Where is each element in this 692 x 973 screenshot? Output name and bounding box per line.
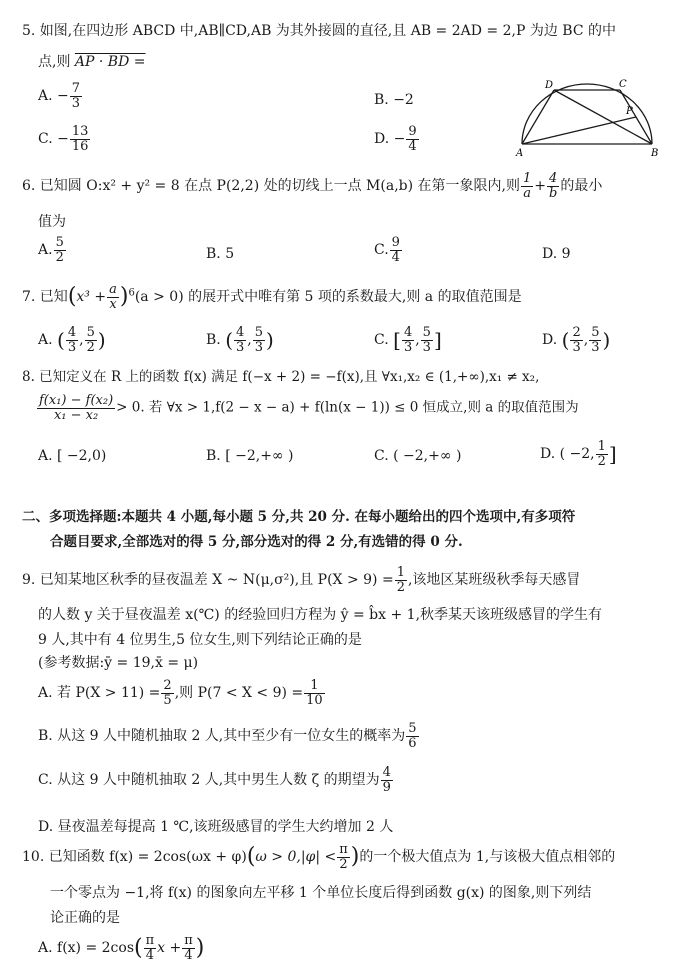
q10-a-frac2 xyxy=(182,934,195,962)
q5-option-a[interactable] xyxy=(38,82,83,110)
q9-c-frac xyxy=(381,766,393,794)
q9-s1-den: 2 xyxy=(396,579,405,595)
q9-reference-data: (参考数据:ȳ = 19,x̄ = μ) xyxy=(38,655,199,671)
q7-stem-prefix: 7. 已知 xyxy=(22,289,68,306)
q5-semicircle-figure xyxy=(512,76,662,158)
q6-stem-text: 6. 已知圆 O:x² + y² = 8 在点 P(2,2) 处的切线上一点 M(a,b) 在第一象限内,则 xyxy=(22,178,520,195)
q5-a-num: 7 xyxy=(71,81,81,96)
q7-d-d2: 3 xyxy=(591,339,600,355)
q9-option-c[interactable] xyxy=(38,766,394,794)
q6-option-c-label: C. xyxy=(374,242,389,259)
q5-stem-line2 xyxy=(38,55,145,69)
q5-option-d-label: D. − xyxy=(374,131,406,148)
q9-option-a-text: A. 若 P(X > 11) = xyxy=(38,685,161,702)
q10-stem-line3: 论正确的是 xyxy=(50,910,120,926)
q5-segment-ap xyxy=(522,117,636,144)
q8-stem-line2 xyxy=(36,394,579,422)
q10-stem-line2: 一个零点为 −1,将 f(x) 的图象向左平移 1 个单位长度后得到函数 g(x) 的图象,则下列结 xyxy=(50,885,592,901)
q10-stem-tail: 的一个极大值点为 1,与该极大值点相邻的 xyxy=(359,849,616,866)
q7-b-frac1 xyxy=(234,326,246,354)
q7-c-frac1 xyxy=(402,326,414,354)
q7-a-d2: 2 xyxy=(86,339,95,355)
q5-option-d[interactable] xyxy=(374,125,420,153)
q7-b-open: ( xyxy=(225,328,234,353)
q5-option-c[interactable] xyxy=(38,125,91,153)
q8-option-b[interactable]: B. [ −2,+∞ ) xyxy=(206,448,294,464)
q7-a-d1: 3 xyxy=(67,339,77,355)
q5-d-den: 4 xyxy=(408,138,417,154)
q7-b-d1: 3 xyxy=(236,339,245,355)
q9-a-n1: 2 xyxy=(163,678,172,693)
q7-expr-fraction xyxy=(107,283,119,311)
q7-c-open: [ xyxy=(393,328,401,353)
q9-c-den: 9 xyxy=(382,779,391,795)
q5-segment-ad xyxy=(522,90,554,144)
q7-option-a-label: A. xyxy=(38,332,53,349)
q8-option-a[interactable]: A. [ −2,0) xyxy=(38,448,107,464)
q5-option-a-fraction xyxy=(70,82,82,110)
q10-a-n2: π xyxy=(184,933,193,948)
q6-plus: + xyxy=(534,178,546,195)
q5-label-a: A xyxy=(516,148,524,158)
q9-s1-num: 1 xyxy=(396,565,405,580)
q7-b-n1: 4 xyxy=(236,325,245,340)
q9-a-n2: 1 xyxy=(304,679,325,694)
q6-stem-line1 xyxy=(22,172,602,200)
q9-option-a-mid: ,则 P(7 < X < 9) = xyxy=(174,685,304,702)
q5-option-a-label: A. − xyxy=(38,88,69,105)
q10-option-a-text: A. f(x) = 2cos xyxy=(38,940,135,957)
q5-label-p: P xyxy=(626,106,633,117)
q10-cond-num: π xyxy=(339,842,348,857)
q7-a-n1: 4 xyxy=(67,325,77,340)
q5-stem-prefix: 点,则 xyxy=(38,54,75,70)
q5-c-num: 13 xyxy=(71,124,89,139)
q10-stem-line1: 10. 已知函数 f(x) = 2cos(ωx + φ)(ω > 0,|φ| < $\frac{\pi}{2}$ )的一个极大值点为 1,与该极大值点相邻的 xyxy=(22,842,616,872)
q6-option-a[interactable] xyxy=(38,236,67,264)
q5-label-d: D xyxy=(545,80,554,91)
q10-condition: ω > 0,|φ| < xyxy=(255,849,337,866)
q6-c-den: 4 xyxy=(391,249,400,265)
q5-option-b[interactable]: B. −2 xyxy=(374,92,414,108)
q7-option-a[interactable]: A. ( $\frac{4}{3}$ , $\frac{5}{2}$ ) xyxy=(38,325,106,355)
q8-d-num: 1 xyxy=(597,439,606,454)
q9-stem-line2: 的人数 y 关于昼夜温差 x(℃) 的经验回归方程为 ŷ = b̂x + 1,秋季某天该班级感冒的学生有 xyxy=(38,607,603,623)
q7-expr-den: x xyxy=(109,296,117,312)
q6-stem-tail: 的最小 xyxy=(560,178,603,195)
q7-c-n2: 5 xyxy=(422,325,431,340)
q7-a-open: ( xyxy=(57,328,65,353)
q5-c-den: 16 xyxy=(71,138,89,154)
q6-f2-den: b xyxy=(549,185,558,201)
q8-d-close: ] xyxy=(608,442,617,467)
section2-heading-line2: 合题目要求,全部选对的得 5 分,部分选对的得 2 分,有选错的得 0 分. xyxy=(50,534,463,550)
q7-d-frac1 xyxy=(570,326,582,354)
q9-option-a[interactable] xyxy=(38,679,326,707)
q6-option-c[interactable] xyxy=(374,236,403,264)
q7-a-close: ) xyxy=(97,328,106,353)
q9-c-num: 4 xyxy=(382,765,391,780)
q6-f1-num: 1 xyxy=(522,171,532,186)
q7-option-c[interactable]: C. [ $\frac{4}{3}$ , $\frac{5}{3}$ ] xyxy=(374,325,442,355)
q5-a-den: 3 xyxy=(71,95,81,111)
q5-option-d-fraction xyxy=(406,125,418,153)
q7-d-n2: 5 xyxy=(591,325,600,340)
q7-d-close: ) xyxy=(602,328,611,353)
q5-label-c: C xyxy=(619,79,627,90)
q8-option-d-label: D. ( −2, xyxy=(540,446,595,463)
q6-f2-num: 4 xyxy=(547,172,559,187)
q9-stem-fraction xyxy=(395,566,407,594)
q10-stem-text: 10. 已知函数 f(x) = 2cos(ωx + φ) xyxy=(22,849,247,866)
q9-option-b-text: B. 从这 9 人中随机抽取 2 人,其中至少有一位女生的概率为 xyxy=(38,728,406,745)
q7-c-close: ] xyxy=(433,328,442,353)
q8-frac-num: f(x₁) − f(x₂) xyxy=(39,393,114,408)
q9-b-frac xyxy=(406,722,418,750)
q6-option-d[interactable]: D. 9 xyxy=(542,246,571,262)
q7-option-d[interactable]: D. ( $\frac{2}{3}$ , $\frac{5}{3}$ ) xyxy=(542,325,611,355)
q9-stem-tail: ,该地区某班级秋季每天感冒 xyxy=(407,572,581,589)
q10-a-mid: x + xyxy=(157,940,182,957)
q6-option-c-fraction xyxy=(390,236,402,264)
q6-option-b[interactable]: B. 5 xyxy=(206,246,235,262)
q9-stem-line3: 9 人,其中有 4 位男生,5 位女生,则下列结论正确的是 xyxy=(38,632,362,648)
q9-stem-line1 xyxy=(22,566,580,594)
q7-expr-cube: x³ + xyxy=(76,289,107,306)
q9-b-num: 5 xyxy=(408,721,417,736)
q9-option-b[interactable] xyxy=(38,722,420,750)
q8-option-d[interactable] xyxy=(540,440,617,468)
q7-option-c-label: C. xyxy=(374,332,389,349)
q7-b-frac2 xyxy=(253,326,265,354)
section2-heading-line1: 二、多项选择题:本题共 4 小题,每小题 5 分,共 20 分. 在每小题给出的四个选项中,有多项符 xyxy=(22,509,576,525)
q7-expr-exponent: 6 xyxy=(128,287,135,299)
q7-d-frac2 xyxy=(589,326,601,354)
q6-option-a-fraction xyxy=(54,236,66,264)
q10-option-a[interactable]: A. f(x) = 2cos( $\frac{\pi}{4}$ x + $\frac{\pi}{4}$ ) xyxy=(38,933,205,963)
q9-option-c-text: C. 从这 9 人中随机抽取 2 人,其中男生人数 ζ 的期望为 xyxy=(38,772,380,789)
q9-option-d[interactable]: D. 昼夜温差每提高 1 ℃,该班级感冒的学生大约增加 2 人 xyxy=(38,819,394,835)
q7-a-frac2 xyxy=(85,326,97,354)
q7-d-n1: 2 xyxy=(572,325,581,340)
q5-stem-line1: 5. 如图,在四边形 ABCD 中,AB∥CD,AB 为其外接圆的直径,且 AB = 2AD = 2,P 为边 BC 的中 xyxy=(22,23,616,39)
q6-a-den: 2 xyxy=(55,249,64,265)
q9-a-d1: 5 xyxy=(163,692,172,708)
q7-option-b[interactable]: B. ( $\frac{4}{3}$ , $\frac{5}{3}$ ) xyxy=(206,325,274,355)
q10-a-d2: 4 xyxy=(184,947,193,963)
q9-a-frac1 xyxy=(161,679,173,707)
q10-cond-den: 2 xyxy=(339,856,348,872)
q8-option-c[interactable]: C. ( −2,+∞ ) xyxy=(374,448,462,464)
q8-stem-line1: 8. 已知定义在 R 上的函数 f(x) 满足 f(−x + 2) = −f(x),且 ∀x₁,x₂ ∈ (1,+∞),x₁ ≠ x₂, xyxy=(22,369,540,385)
q7-stem: 7. 已知(x³ + $\frac{a}{x}$ )$^6$(a > 0) 的展开式中唯有第 5 项的系数最大,则 a 的取值范围是 xyxy=(22,282,522,312)
q7-c-d1: 3 xyxy=(403,339,413,355)
q10-condition-fraction xyxy=(337,843,350,871)
q6-fraction-2 xyxy=(547,172,559,200)
q6-stem-line2: 值为 xyxy=(38,214,66,230)
q5-vector-expression: AP · BD = xyxy=(74,54,146,70)
q7-c-frac2 xyxy=(421,326,433,354)
q7-b-d2: 3 xyxy=(254,339,264,355)
q10-a-frac1 xyxy=(144,934,157,962)
q7-b-n2: 5 xyxy=(254,325,264,340)
q5-label-b: B xyxy=(651,148,659,158)
q7-c-n1: 4 xyxy=(403,325,413,340)
q5-option-c-fraction xyxy=(70,125,91,153)
q6-c-num: 9 xyxy=(391,235,400,250)
q7-d-d1: 3 xyxy=(572,339,581,355)
q7-option-d-label: D. xyxy=(542,332,558,349)
q8-option-d-fraction xyxy=(596,440,608,468)
q9-stem-text: 9. 已知某地区秋季的昼夜温差 X ~ N(μ,σ²),且 P(X > 9) = xyxy=(22,572,394,589)
q7-a-n2: 5 xyxy=(86,325,95,340)
q5-segment-bd xyxy=(554,90,652,144)
q10-a-n1: π xyxy=(145,933,155,948)
q5-d-num: 9 xyxy=(408,124,417,139)
q6-a-num: 5 xyxy=(55,235,64,250)
q7-expr-num: a xyxy=(109,282,117,297)
q7-b-close: ) xyxy=(266,328,274,353)
q7-c-d2: 3 xyxy=(422,339,431,355)
q7-stem-tail: (a > 0) 的展开式中唯有第 5 项的系数最大,则 a 的取值范围是 xyxy=(134,289,522,306)
q10-a-d1: 4 xyxy=(145,947,155,963)
q6-f1-den: a xyxy=(523,185,531,201)
q6-fraction-1 xyxy=(521,172,533,200)
q8-d-den: 2 xyxy=(597,453,606,469)
q7-a-frac1 xyxy=(66,326,78,354)
q7-d-open: ( xyxy=(561,328,570,353)
q7-option-b-label: B. xyxy=(206,332,221,349)
q9-a-frac2 xyxy=(304,679,325,707)
q9-b-den: 6 xyxy=(408,735,417,751)
q6-option-a-label: A. xyxy=(38,242,53,259)
q8-stem-tail: > 0. 若 ∀x > 1,f(2 − x − a) + f(ln(x − 1)) ≤ 0 恒成立,则 a 的取值范围为 xyxy=(116,399,579,416)
q8-monotone-fraction xyxy=(37,394,115,422)
q5-option-c-label: C. − xyxy=(38,131,69,148)
q9-a-d2: 10 xyxy=(306,692,323,708)
q8-frac-den: x₁ − x₂ xyxy=(53,407,99,423)
